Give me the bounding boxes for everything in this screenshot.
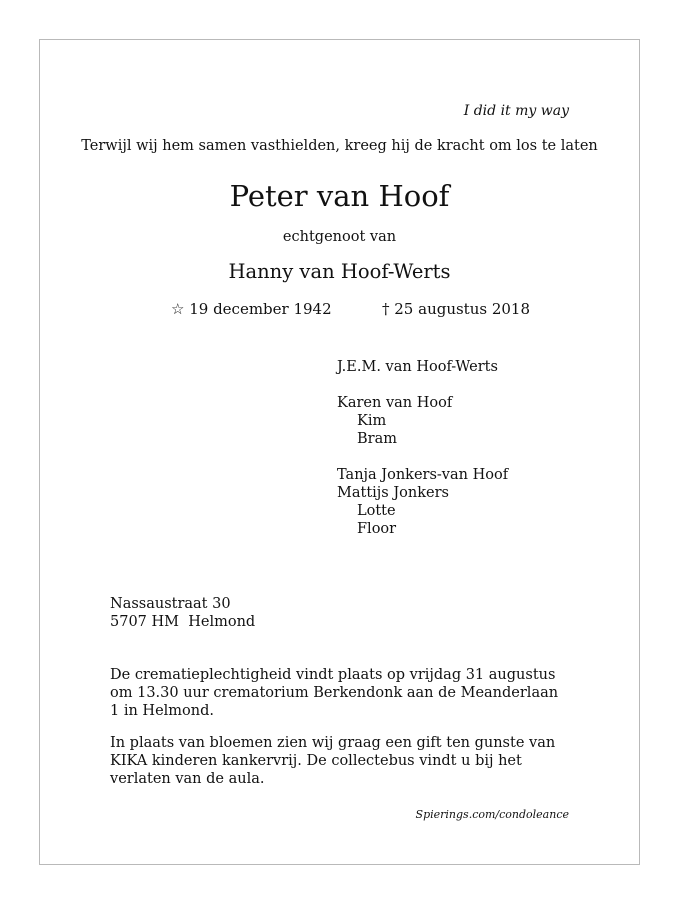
family-member: Bram (357, 431, 397, 447)
donation-paragraph: In plaats van bloemen zien wij graag een gift ten gunste van KIKA kinderen kankervrij. De collectebus vindt u bij het verlaten van de aula. (110, 735, 556, 787)
deceased-name: Peter van Hoof (229, 179, 450, 213)
birth-date: ☆ 19 december 1942 (171, 300, 332, 318)
address-block (110, 595, 255, 631)
family-member: Floor (357, 521, 397, 537)
spouse-name: Hanny van Hoof-Werts (228, 260, 451, 283)
family-member: J.E.M. van Hoof-Werts (337, 359, 498, 375)
spouse-label: echtgenoot van (282, 229, 397, 245)
death-date: † 25 augustus 2018 (382, 300, 531, 318)
address-street: Nassaustraat 30 (110, 596, 231, 612)
family-member: Karen van Hoof (337, 395, 453, 411)
family-member: Mattijs Jonkers (337, 485, 449, 501)
condolence-website: Spierings.com/condoleance (415, 808, 569, 821)
family-member: Tanja Jonkers-van Hoof (337, 467, 509, 483)
address-city: 5707 HM Helmond (110, 614, 256, 630)
family-member: Lotte (357, 503, 396, 519)
motto: I did it my way (463, 103, 569, 119)
family-member: Kim (357, 413, 387, 429)
ceremony-paragraph: De crematieplechtigheid vindt plaats op vrijdag 31 augustus om 13.30 uur crematorium Berkendonk aan de Meanderlaan 1 in Helmond. (110, 667, 559, 719)
obituary-card (39, 39, 640, 865)
family-list (337, 358, 508, 538)
quote: Terwijl wij hem samen vasthielden, kreeg hij de kracht om los te laten (81, 138, 598, 154)
